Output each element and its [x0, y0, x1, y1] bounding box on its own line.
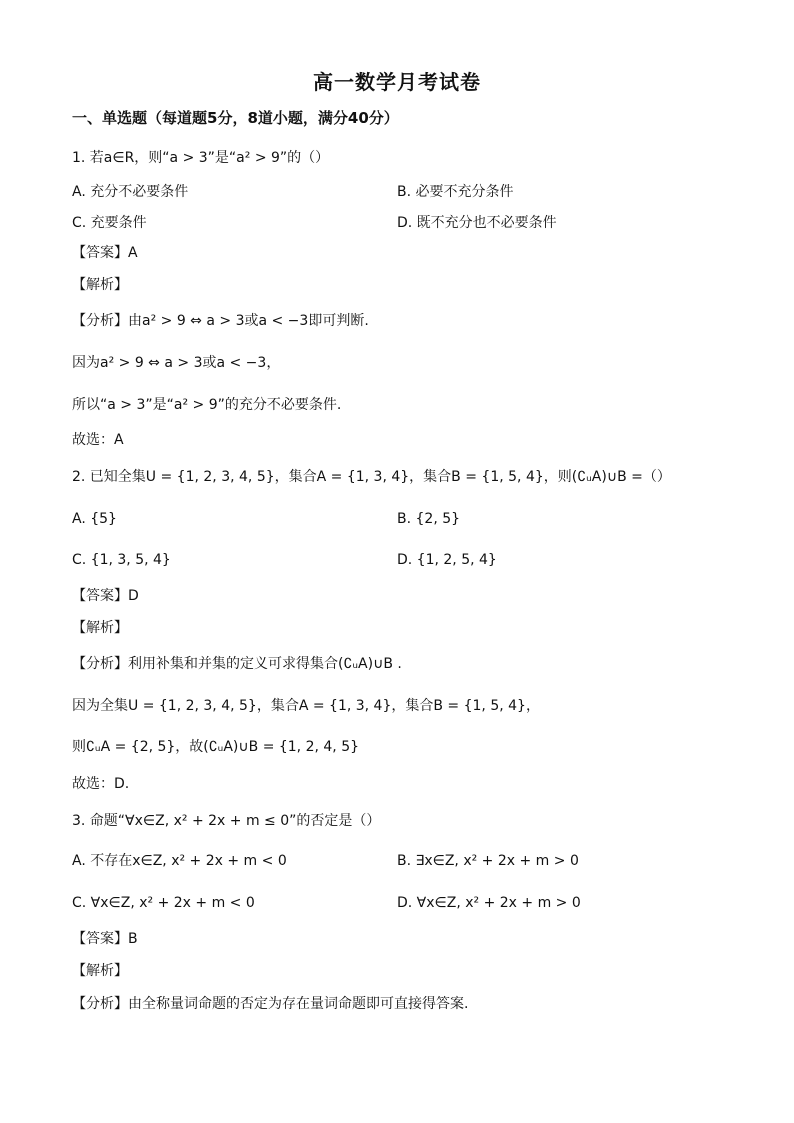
question-1-choice: 故选：A: [72, 432, 124, 448]
question-3-answer: 【答案】B: [72, 931, 138, 947]
question-2-analysis-label: 【解析】: [72, 620, 128, 636]
question-1-option-a: A. 充分不必要条件: [72, 184, 189, 200]
section-heading: 一、单选题（每道题5分，8道小题，满分40分）: [72, 109, 399, 127]
question-3-option-a: A. 不存在x∈Z, x² + 2x + m < 0: [72, 853, 287, 869]
question-1-option-d: D. 既不充分也不必要条件: [397, 215, 557, 231]
question-2-analysis: 【分析】利用补集和并集的定义可求得集合(∁ᵤA)∪B .: [72, 656, 402, 672]
question-3-option-b: B. ∃x∈Z, x² + 2x + m > 0: [397, 853, 579, 869]
question-2-because: 因为全集U = {1, 2, 3, 4, 5}，集合A = {1, 3, 4}，集合B = {1, 5, 4}，: [72, 698, 540, 714]
question-2-option-a: A. {5}: [72, 511, 117, 527]
question-1-analysis-label: 【解析】: [72, 277, 128, 293]
question-3-option-c: C. ∀x∈Z, x² + 2x + m < 0: [72, 895, 255, 911]
question-2-answer: 【答案】D: [72, 588, 139, 604]
question-1-option-b: B. 必要不充分条件: [397, 184, 514, 200]
question-2-stem: 2. 已知全集U = {1, 2, 3, 4, 5}，集合A = {1, 3, 4}，集合B = {1, 5, 4}，则(∁ᵤA)∪B =（）: [72, 469, 671, 485]
question-3-stem: 3. 命题“∀x∈Z, x² + 2x + m ≤ 0”的否定是（）: [72, 813, 381, 829]
question-2-option-c: C. {1, 3, 5, 4}: [72, 552, 171, 568]
question-1-analysis: 【分析】由a² > 9 ⇔ a > 3或a < −3即可判断.: [72, 313, 369, 329]
question-3-option-d: D. ∀x∈Z, x² + 2x + m > 0: [397, 895, 581, 911]
question-3-analysis-label: 【解析】: [72, 963, 128, 979]
question-3-analysis: 【分析】由全称量词命题的否定为存在量词命题即可直接得答案.: [72, 996, 469, 1012]
question-1-stem: 1. 若a∈R，则“a > 3”是“a² > 9”的（）: [72, 150, 330, 166]
question-2-choice: 故选：D.: [72, 776, 130, 792]
page-title: 高一数学月考试卷: [313, 70, 481, 94]
question-1-because: 因为a² > 9 ⇔ a > 3或a < −3，: [72, 355, 281, 371]
question-2-option-d: D. {1, 2, 5, 4}: [397, 552, 497, 568]
question-1-answer: 【答案】A: [72, 245, 138, 261]
question-2-option-b: B. {2, 5}: [397, 511, 461, 527]
question-2-then: 则∁ᵤA = {2, 5}，故(∁ᵤA)∪B = {1, 2, 4, 5}: [72, 739, 360, 755]
question-1-therefore: 所以“a > 3”是“a² > 9”的充分不必要条件.: [72, 397, 342, 413]
question-1-option-c: C. 充要条件: [72, 215, 147, 231]
